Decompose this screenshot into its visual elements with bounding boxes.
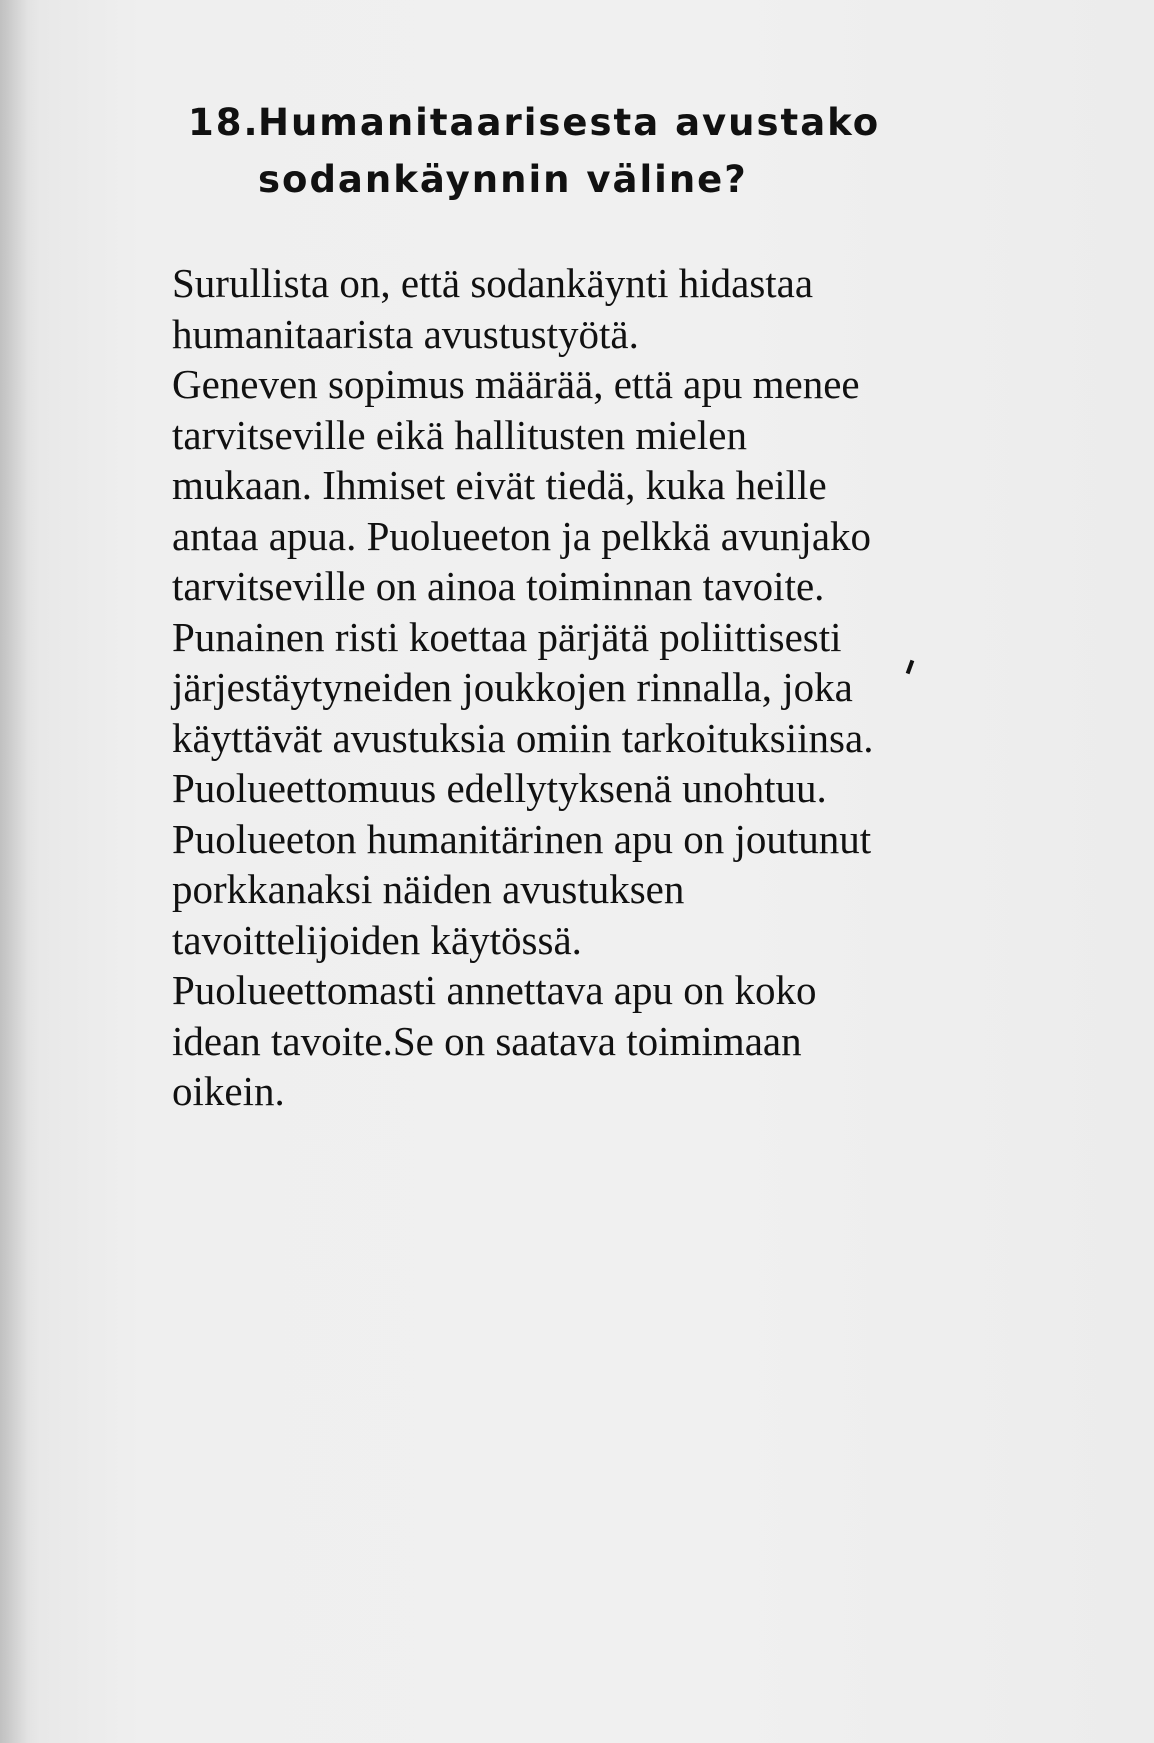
chapter-number: 18.: [188, 101, 260, 144]
body-line: oikein.: [172, 1068, 285, 1114]
body-line: Geneven sopimus määrää, että apu menee: [172, 361, 860, 407]
body-line: Surullista on, että sodankäynti hidastaa: [172, 260, 814, 306]
body-line: Puolueeton humanitärinen apu on joutunut: [172, 815, 872, 862]
body-line: porkkanaksi näiden avustuksen: [172, 866, 685, 912]
body-line: käyttävät avustuksia omiin tarkoituksiinsa.: [172, 714, 874, 761]
body-line: Punainen risti koettaa pärjätä poliittisesti: [172, 613, 842, 660]
body-line: idean tavoite.Se on saatava toimimaan: [172, 1017, 802, 1064]
chapter-title-line: sodankäynnin väline?: [258, 158, 748, 201]
body-line: Puolueettomuus edellytyksenä unohtuu.: [172, 765, 827, 811]
page-gutter-shadow: [0, 0, 28, 1743]
body-line: mukaan. Ihmiset eivät tiedä, kuka heille: [172, 462, 827, 508]
chapter-heading-line-1: [188, 94, 988, 151]
body-line: tarvitseville eikä hallitusten mielen: [172, 411, 747, 458]
body-line: tavoittelijoiden käytössä.: [172, 916, 582, 963]
body-line: antaa apua. Puolueeton ja pelkkä avunjako: [172, 512, 872, 559]
body-line: Puolueettomasti annettava apu on koko: [172, 967, 817, 1013]
body-paragraph: [172, 258, 1052, 1117]
chapter-heading: [188, 94, 988, 208]
body-line: humanitaarista avustustyötä.: [172, 310, 639, 357]
body-line: järjestäytyneiden joukkojen rinnalla, joka: [172, 664, 853, 710]
chapter-title-line: Humanitaarisesta avustako: [258, 101, 881, 144]
body-line: tarvitseville on ainoa toiminnan tavoite.: [172, 563, 825, 609]
